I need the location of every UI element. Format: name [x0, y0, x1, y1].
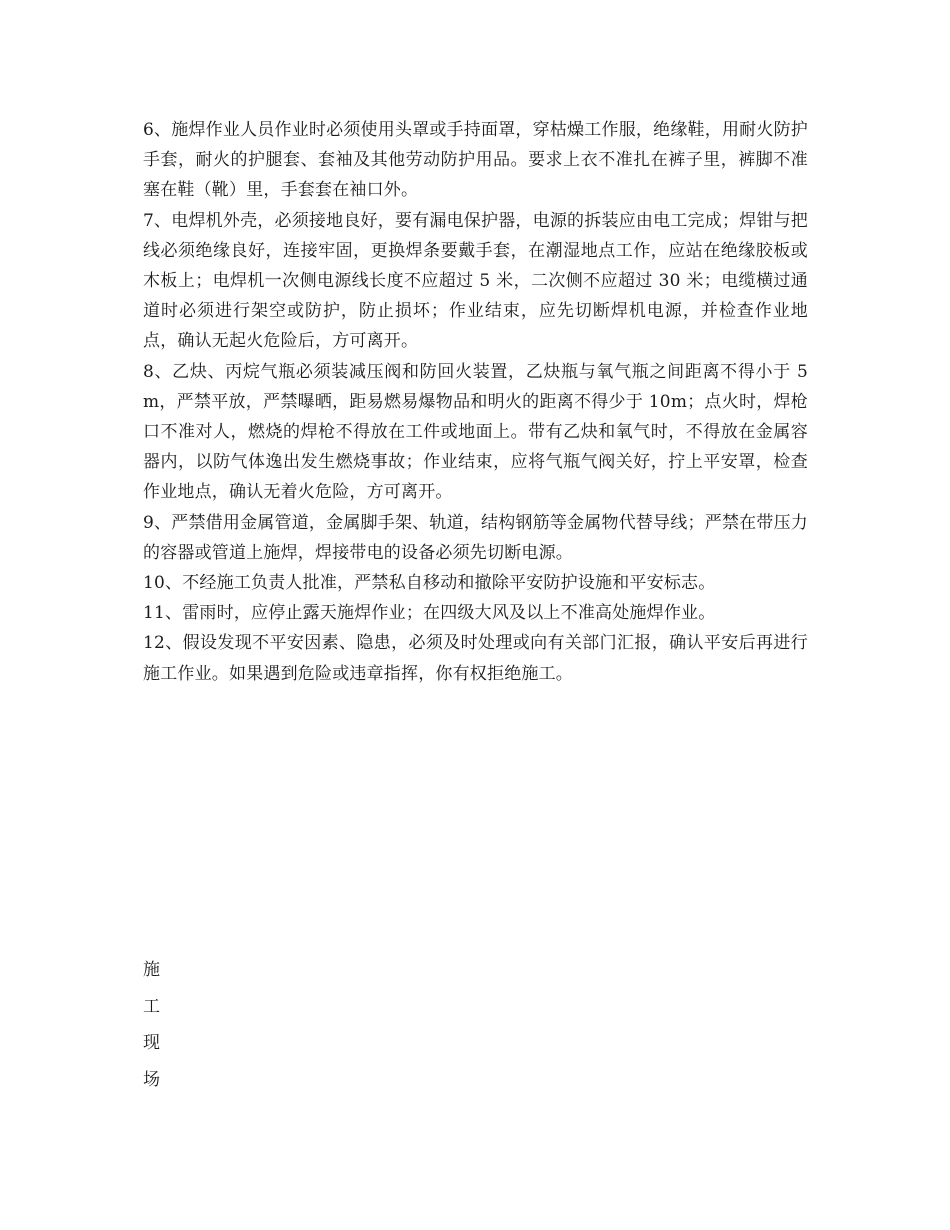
vertical-heading-char: 工 — [143, 996, 160, 1017]
document-body — [143, 115, 808, 689]
paragraph-item-10: 10、不经施工负责人批准，严禁私自移动和撤除平安防护设施和平安标志。 — [143, 573, 716, 594]
vertical-heading-char: 现 — [143, 1033, 160, 1053]
paragraph-item-8: 8、乙炔、丙烷气瓶必须装减压阀和防回火装置，乙炔瓶与氧气瓶之间距离不得小于 5m，严禁平放，严禁曝晒，距易燃易爆物品和明火的距离不得少于 10m；点火时，焊枪口不准对人，燃烧的焊枪不得放在工件或地面上。带有乙炔和氧气时，不得放在金属容器内，以防气体逸出发生燃烧事故；作业结束，应将气瓶气阀关好，拧上平安罩，检查作业地点，确认无着火危险，方可离开。 — [143, 361, 808, 503]
paragraph-item-9: 9、严禁借用金属管道，金属脚手架、轨道，结构钢筋等金属物代替导线；严禁在带压力的容器或管道上施焊，焊接带电的设备必须先切断电源。 — [143, 512, 808, 563]
paragraph-item-6: 6、施焊作业人员作业时必须使用头罩或手持面罩，穿枯燥工作服，绝缘鞋，用耐火防护手套，耐火的护腿套、套袖及其他劳动防护用品。要求上衣不准扎在裤子里，裤脚不准塞在鞋（靴）里，手套套在袖口外。 — [143, 120, 808, 201]
vertical-heading-char: 施 — [143, 960, 160, 980]
paragraph-item-7: 7、电焊机外壳，必须接地良好，要有漏电保护器，电源的拆装应由电工完成；焊钳与把线必须绝缘良好，连接牢固，更换焊条要戴手套，在潮湿地点工作，应站在绝缘胶板或木板上；电焊机一次侧电源线长度不应超过 5 米，二次侧不应超过 30 米；电缆横过通道时必须进行架空或防护，防止损坏；作业结束，应先切断焊机电源，并检查作业地点，确认无起火危险后，方可离开。 — [143, 210, 808, 352]
paragraph-item-11: 11、雷雨时，应停止露天施焊作业；在四级大风及以上不准高处施焊作业。 — [143, 603, 716, 624]
vertical-heading — [143, 952, 167, 1098]
vertical-heading-char: 场 — [143, 1069, 160, 1090]
paragraph-item-12: 12、假设发现不平安因素、隐患，必须及时处理或向有关部门汇报，确认平安后再进行施工作业。如果遇到危险或违章指挥，你有权拒绝施工。 — [143, 633, 808, 684]
